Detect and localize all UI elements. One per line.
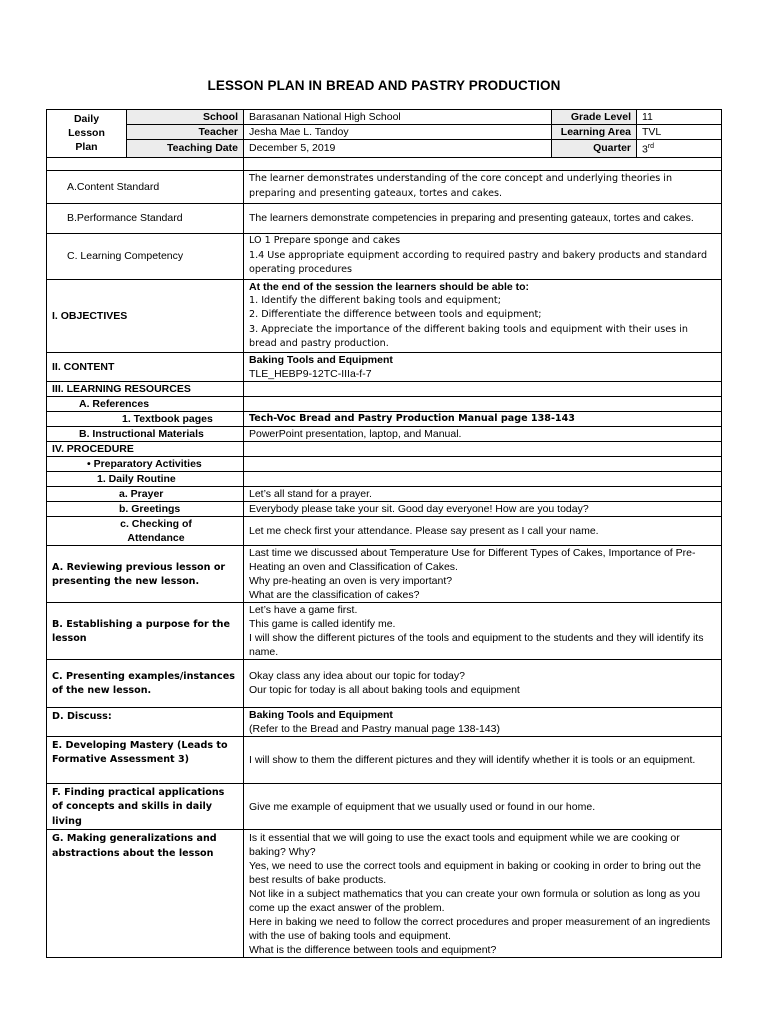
performance-standard-value <box>244 203 722 233</box>
content-topic: Baking Tools and Equipment <box>249 353 393 366</box>
greetings-value: Everybody please take your sit. Good day everyone! How are you today? <box>244 501 722 516</box>
greetings-label: b. Greetings <box>47 501 244 516</box>
content-standard-value: The learner demonstrates understanding of the core concept and underlying theories in preparing and presenting gateaux, tortes and cakes. <box>244 170 722 203</box>
objective-item: 3. Appreciate the importance of the different baking tools and equipment with their uses in bread and pastry production. <box>249 323 688 350</box>
school-label: School <box>127 110 244 125</box>
resources-row <box>47 381 722 396</box>
step-label: C. Presenting examples/instances of the new lesson. <box>47 659 244 707</box>
quarter-label: Quarter <box>552 140 637 158</box>
preparatory-label: • Preparatory Activities <box>47 456 244 471</box>
quarter-value <box>637 140 722 158</box>
teaching-date-label: Teaching Date <box>127 140 244 158</box>
references-row <box>47 396 722 411</box>
procedure-label: IV. PROCEDURE <box>47 441 244 456</box>
step-line: Yes, we need to use the correct tools and equipment in baking or cooking in order to bring out the best results of bake products. <box>249 860 701 887</box>
teaching-date-value: December 5, 2019 <box>244 140 552 158</box>
learning-competency-row <box>47 233 722 279</box>
step-label: B. Establishing a purpose for the lesson <box>47 602 244 659</box>
references-label: A. References <box>47 396 244 411</box>
step-row-e <box>47 736 722 783</box>
header-row-teacher <box>47 125 722 140</box>
objectives-value <box>244 279 722 352</box>
step-line: Is it essential that we will going to use the exact tools and equipment while we are cooking or baking? Why? <box>249 832 680 859</box>
daily-lesson-plan-label: Daily Lesson Plan <box>47 110 127 158</box>
preparatory-row <box>47 456 722 471</box>
objectives-intro: At the end of the session the learners should be able to: <box>249 280 530 293</box>
grade-level-label: Grade Level <box>552 110 637 125</box>
step-label: F. Finding practical applications of concepts and skills in daily living <box>47 783 244 829</box>
step-line: I will show the different pictures of the tools and equipment to the students and they will identify its name. <box>249 631 704 658</box>
step-content <box>244 659 722 707</box>
textbook-label: 1. Textbook pages <box>47 411 244 426</box>
step-content <box>244 736 722 783</box>
learning-area-label: Learning Area <box>552 125 637 140</box>
step-line: Not like in a subject mathematics that you can create your own formula or solution as long as you come up the exact answer of the problem. <box>249 888 701 915</box>
step-line: Give me example of equipment that we usually used or found in our home. <box>249 800 596 813</box>
performance-standard-label: B.Performance Standard <box>47 203 244 233</box>
prayer-value: Let’s all stand for a prayer. <box>244 486 722 501</box>
step-label: A. Reviewing previous lesson or presenting the new lesson. <box>47 545 244 602</box>
step-content <box>244 707 722 736</box>
greetings-row <box>47 501 722 516</box>
attendance-label: c. Checking of Attendance <box>47 516 244 545</box>
learning-area-value: TVL <box>637 125 722 140</box>
competency-line: LO 1 Prepare sponge and cakes <box>249 235 401 247</box>
header-row-date <box>47 140 722 158</box>
objective-item: 2. Differentiate the difference between tools and equipment; <box>249 309 542 321</box>
content-code: TLE_HEBP9-12TC-IIIa-f-7 <box>249 367 372 380</box>
textbook-row <box>47 411 722 426</box>
attendance-row <box>47 516 722 545</box>
daily-routine-label: 1. Daily Routine <box>47 471 244 486</box>
step-line: What are the classification of cakes? <box>249 588 420 601</box>
objectives-label: I. OBJECTIVES <box>47 279 244 352</box>
step-line: Why pre-heating an oven is very important? <box>249 574 453 587</box>
teacher-value: Jesha Mae L. Tandoy <box>244 125 552 140</box>
step-row-g <box>47 830 722 958</box>
quarter-number: 3 <box>642 143 648 156</box>
teacher-label: Teacher <box>127 125 244 140</box>
content-row <box>47 352 722 381</box>
step-row-a <box>47 545 722 602</box>
materials-row <box>47 426 722 441</box>
materials-value: PowerPoint presentation, laptop, and Manual. <box>244 426 722 441</box>
procedure-row <box>47 441 722 456</box>
materials-label: B. Instructional Materials <box>47 426 244 441</box>
step-row-b <box>47 602 722 659</box>
prayer-row <box>47 486 722 501</box>
prayer-label: a. Prayer <box>47 486 244 501</box>
step-line: Last time we discussed about Temperature Use for Different Types of Cakes, Importance of Pre-Heating an oven and Classification of Cakes. <box>249 546 696 573</box>
step-line: (Refer to the Bread and Pastry manual page 138-143) <box>249 722 500 735</box>
step-content <box>244 830 722 958</box>
step-row-c <box>47 659 722 707</box>
competency-line: 1.4 Use appropriate equipment according to required pastry and bakery products and standard operating procedures <box>249 249 708 276</box>
performance-standard-row <box>47 203 722 233</box>
spacer-row <box>47 157 722 170</box>
objectives-row <box>47 279 722 352</box>
step-line: Baking Tools and Equipment <box>249 708 393 721</box>
textbook-value: Tech-Voc Bread and Pastry Production Manual page 138-143 <box>244 411 722 426</box>
learning-competency-value <box>244 233 722 279</box>
step-line: Our topic for today is all about baking tools and equipment <box>249 684 520 697</box>
quarter-suffix: rd <box>647 143 655 150</box>
document-title: LESSON PLAN IN BREAD AND PASTRY PRODUCTION <box>207 78 561 93</box>
school-value: Barasanan National High School <box>244 110 552 125</box>
step-line: Here in baking we need to follow the correct procedures and proper measurement of an ingredients with the use of baking tools and equipment. <box>249 916 711 943</box>
step-label: G. Making generalizations and abstractions about the lesson <box>47 830 244 958</box>
daily-routine-row <box>47 471 722 486</box>
learning-competency-label: C. Learning Competency <box>47 233 244 279</box>
step-row-d <box>47 707 722 736</box>
content-label: II. CONTENT <box>47 352 244 381</box>
resources-label: III. LEARNING RESOURCES <box>47 381 244 396</box>
step-content <box>244 783 722 829</box>
step-line: What is the difference between tools and equipment? <box>249 944 497 957</box>
content-value <box>244 352 722 381</box>
step-row-f <box>47 783 722 829</box>
step-label: E. Developing Mastery (Leads to Formative Assessment 3) <box>47 736 244 783</box>
step-content <box>244 602 722 659</box>
step-label: D. Discuss: <box>47 707 244 736</box>
lesson-plan-table <box>46 109 722 958</box>
step-line: I will show to them the different pictures and they will identify whether it is tools or an equipment. <box>249 753 696 766</box>
header-row-school <box>47 110 722 125</box>
performance-standard-text: The learners demonstrate competencies in preparing and presenting gateaux, tortes and cakes. <box>249 212 694 224</box>
step-line: Okay class any idea about our topic for today? <box>249 670 465 683</box>
step-content <box>244 545 722 602</box>
step-line: This game is called identify me. <box>249 617 396 630</box>
objective-item: 1. Identify the different baking tools and equipment; <box>249 294 501 306</box>
content-standard-label: A.Content Standard <box>47 170 244 203</box>
step-line: Let’s have a game first. <box>249 603 358 616</box>
attendance-value: Let me check first your attendance. Please say present as I call your name. <box>244 516 722 545</box>
grade-level-value: 11 <box>637 110 722 125</box>
content-standard-row <box>47 170 722 203</box>
